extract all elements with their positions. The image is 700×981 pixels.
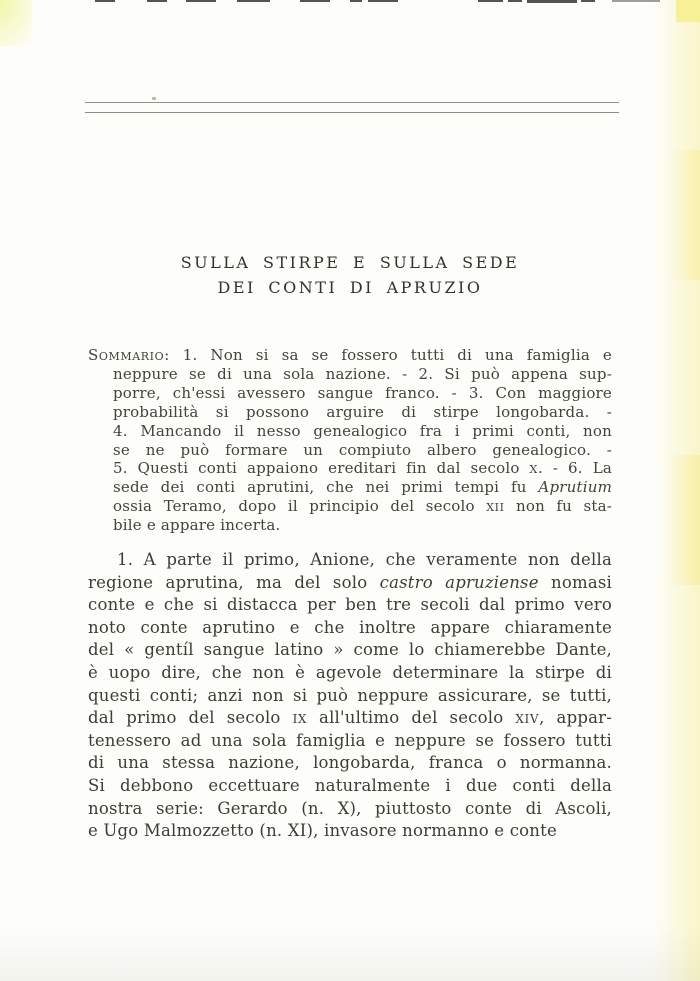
- chapter-title-line1: SULLA STIRPE E SULLA SEDE: [180, 253, 520, 272]
- header-rule-top: [85, 102, 619, 103]
- italic-term: Aprutium: [538, 478, 612, 497]
- text-line: [113, 459, 612, 478]
- summary-block: [88, 346, 612, 535]
- text-segment: sede dei conti aprutini, che nei primi tempi fu: [113, 478, 539, 497]
- text-line: noto conte aprutino e che inoltre appare chiaramente: [88, 617, 612, 637]
- text-line: [88, 346, 612, 365]
- text-line: è uopo dire, che non è agevole determinare la stirpe di: [88, 662, 612, 682]
- scan-dash: [95, 0, 115, 2]
- text-line: [113, 497, 612, 516]
- roman-numeral: xii: [486, 497, 505, 516]
- page-edge-tint-topright: [676, 0, 700, 22]
- scan-dash: [300, 0, 330, 2]
- text-segment: nomasi: [538, 572, 612, 592]
- text-line: nostra serie: Gerardo (n. X), piuttosto conte di Ascoli,: [88, 798, 612, 818]
- scan-dash: [581, 0, 595, 2]
- text-segment: , appar-: [539, 708, 612, 728]
- roman-numeral: x: [529, 459, 538, 478]
- text-line: di una stessa nazione, longobarda, franca o normanna.: [88, 753, 612, 773]
- scan-dash: [527, 0, 577, 3]
- chapter-title: [0, 250, 700, 300]
- text-segment: dal primo del secolo: [88, 708, 293, 728]
- page-edge-tint-topleft: [0, 0, 32, 46]
- text-line: [88, 572, 612, 595]
- body-paragraph: [88, 549, 612, 843]
- text-line: e Ugo Malmozzetto (n. XI), invasore normanno e conte: [88, 821, 557, 841]
- text-segment: 5. Questi conti appaiono ereditari fin dal secolo: [113, 459, 530, 478]
- header-rule-bottom: [85, 112, 619, 113]
- text-segment: regione aprutina, ma del solo: [88, 572, 380, 592]
- text-segment: . - 6. La: [537, 459, 613, 478]
- text-line: 4. Mancando il nesso genealogico fra i primi conti, non: [113, 421, 612, 440]
- page-edge-shadow-bottom: [0, 926, 700, 981]
- scan-dash: [368, 0, 398, 2]
- text-line: [113, 478, 612, 497]
- italic-term: castro apruziense: [379, 572, 539, 592]
- scan-speck: [152, 97, 156, 100]
- text-segment: non fu sta-: [504, 497, 613, 516]
- text-line: questi conti; anzi non si può neppure assicurare, se tutti,: [88, 685, 612, 705]
- text-segment: 1. Non si sa se fossero tutti di una famiglia e: [169, 346, 612, 364]
- scan-dash: [508, 0, 522, 2]
- scan-dash: [350, 0, 362, 2]
- text-line: [88, 707, 612, 730]
- text-line: porre, ch'essi avessero sangue franco. - 3. Con maggiore: [113, 383, 612, 402]
- text-line: tenessero ad una sola famiglia e neppure se fossero tutti: [88, 730, 612, 750]
- scan-dash: [478, 0, 503, 2]
- chapter-title-line2: DEI CONTI DI APRUZIO: [217, 278, 483, 297]
- text-line: neppure se di una sola nazione. - 2. Si può appena sup-: [113, 364, 612, 383]
- text-line: Si debbono eccettuare naturalmente i due conti della: [88, 775, 612, 795]
- scan-dash: [237, 0, 270, 2]
- page-edge-tint-right: [666, 455, 700, 585]
- text-line: conte e che si distacca per ben tre secoli dal primo vero: [88, 595, 612, 615]
- text-segment: ossia Teramo, dopo il principio del secolo: [113, 497, 487, 516]
- summary-label: Sommario:: [88, 346, 170, 364]
- scan-dash: [147, 0, 167, 2]
- text-segment: all'ultimo del secolo: [307, 708, 516, 728]
- text-line: probabilità si possono arguire di stirpe longobarda. -: [113, 402, 612, 421]
- scan-dash: [186, 0, 216, 2]
- text-line: se ne può formare un compiuto albero genealogico. -: [113, 440, 612, 459]
- scan-dash: [612, 0, 660, 2]
- roman-numeral: xiv: [515, 708, 540, 728]
- roman-numeral: ix: [292, 708, 308, 728]
- text-line: del « gentíl sangue latino » come lo chiamerebbe Dante,: [88, 640, 612, 660]
- text-line: 1. A parte il primo, Anione, che veramente non della: [117, 550, 612, 569]
- text-line: bile e appare incerta.: [113, 516, 281, 535]
